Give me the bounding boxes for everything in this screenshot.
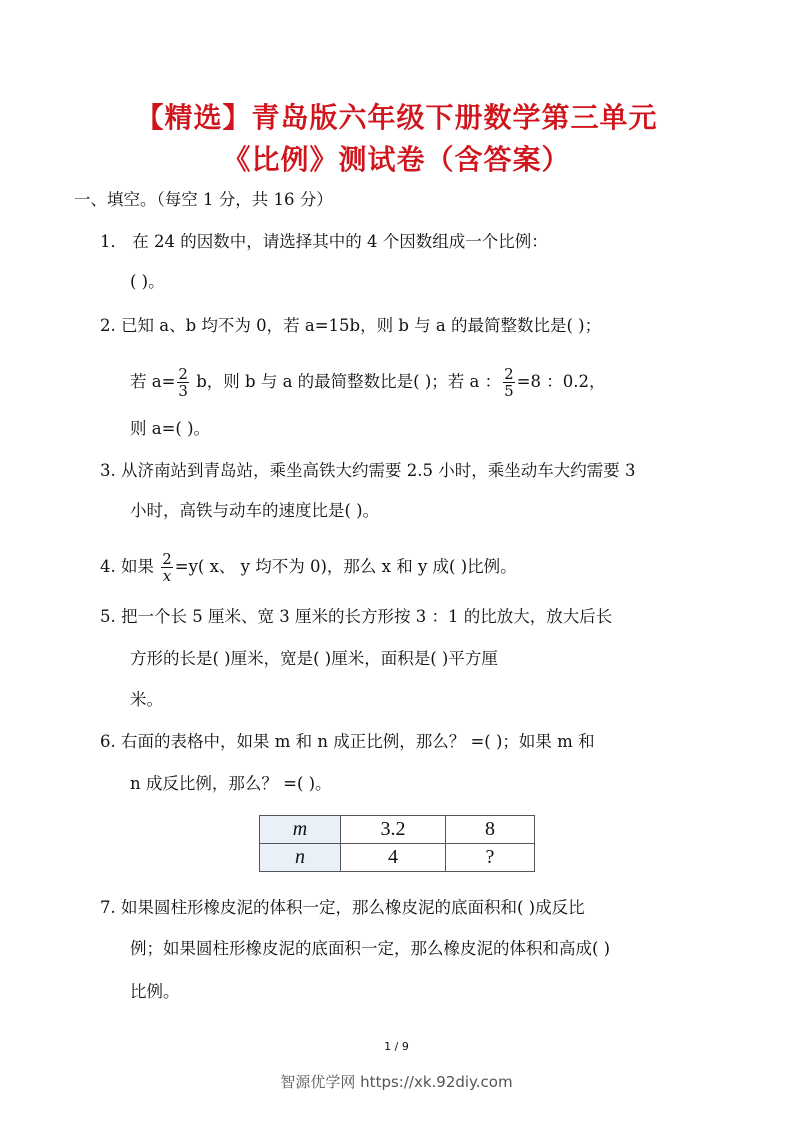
q6-table xyxy=(259,815,535,872)
q2-fraction-two-fifths xyxy=(503,366,515,399)
footer-watermark: 智源优学网 https://xk.92diy.com xyxy=(280,1073,513,1091)
q1-line2: ( )。 xyxy=(130,272,165,291)
q3-line2: 小时，高铁与动车的速度比是( )。 xyxy=(130,501,380,520)
table-cell: 3.2 xyxy=(341,816,446,844)
q2-frac2-denominator: 5 xyxy=(504,382,514,400)
table-cell-header-m: m xyxy=(260,816,341,844)
q5-line1: 5. 把一个长 5 厘米、宽 3 厘米的长方形按 3 ：1 的比放大，放大后长 xyxy=(100,607,613,626)
q2-frac1-denominator: 3 xyxy=(178,382,188,400)
q5-line3: 米。 xyxy=(130,690,163,709)
q2-line3: 则 a=( )。 xyxy=(130,419,211,438)
q4-frac-numerator: 2 xyxy=(162,550,172,568)
q4-part-b: =y( x、 y 均不为 0)，那么 x 和 y 成( )比例。 xyxy=(174,557,517,576)
page-number: 1 / 9 xyxy=(384,1040,409,1053)
q3-line1: 3. 从济南站到青岛站，乘坐高铁大约需要 2.5 小时，乘坐动车大约需要 3 xyxy=(100,461,636,480)
q5-line2: 方形的长是( )厘米，宽是( )厘米，面积是( )平方厘 xyxy=(130,649,498,668)
q1-line1: 1． 在 24 的因数中，请选择其中的 4 个因数组成一个比例： xyxy=(100,232,548,251)
q2-line2-part-b: b，则 b 与 a 的最简整数比是( )；若 a ： xyxy=(190,372,502,391)
q7-line3: 比例。 xyxy=(130,982,180,1001)
q2-frac1-numerator: 2 xyxy=(178,365,188,383)
table-cell: 4 xyxy=(341,844,446,872)
q6-line1: 6. 右面的表格中，如果 m 和 n 成正比例，那么？ =( )；如果 m 和 xyxy=(100,732,595,751)
table-cell-header-n: n xyxy=(260,844,341,872)
q4-part-a: 4. 如果 xyxy=(100,557,160,576)
document-title-line1: 【精选】青岛版六年级下册数学第三单元 xyxy=(135,101,658,134)
q6-line2: n 成反比例，那么？ =( )。 xyxy=(130,774,332,793)
q2-line2-part-c: =8 ：0.2， xyxy=(516,372,606,391)
q2-fraction-two-thirds xyxy=(177,366,189,399)
q4-frac-denominator: x xyxy=(162,567,172,585)
q2-line2 xyxy=(130,366,605,399)
document-title-line2: 《比例》测试卷（含答案） xyxy=(222,143,571,176)
table-cell: 8 xyxy=(446,816,535,844)
q2-line2-part-a: 若 a= xyxy=(130,372,176,391)
table-row xyxy=(260,816,535,844)
q4-line xyxy=(100,551,517,584)
table-row xyxy=(260,844,535,872)
section-heading: 一、填空。（每空 1 分，共 16 分） xyxy=(74,190,333,209)
q7-line1: 7. 如果圆柱形橡皮泥的体积一定，那么橡皮泥的底面积和( )成反比 xyxy=(100,898,585,917)
q2-frac2-numerator: 2 xyxy=(504,365,514,383)
table-cell: ? xyxy=(446,844,535,872)
q7-line2: 例；如果圆柱形橡皮泥的底面积一定，那么橡皮泥的体积和高成( ) xyxy=(130,939,611,958)
q4-fraction-two-over-x xyxy=(161,551,173,584)
q2-line1: 2. 已知 a、b 均不为 0，若 a=15b，则 b 与 a 的最简整数比是( )； xyxy=(100,316,602,335)
